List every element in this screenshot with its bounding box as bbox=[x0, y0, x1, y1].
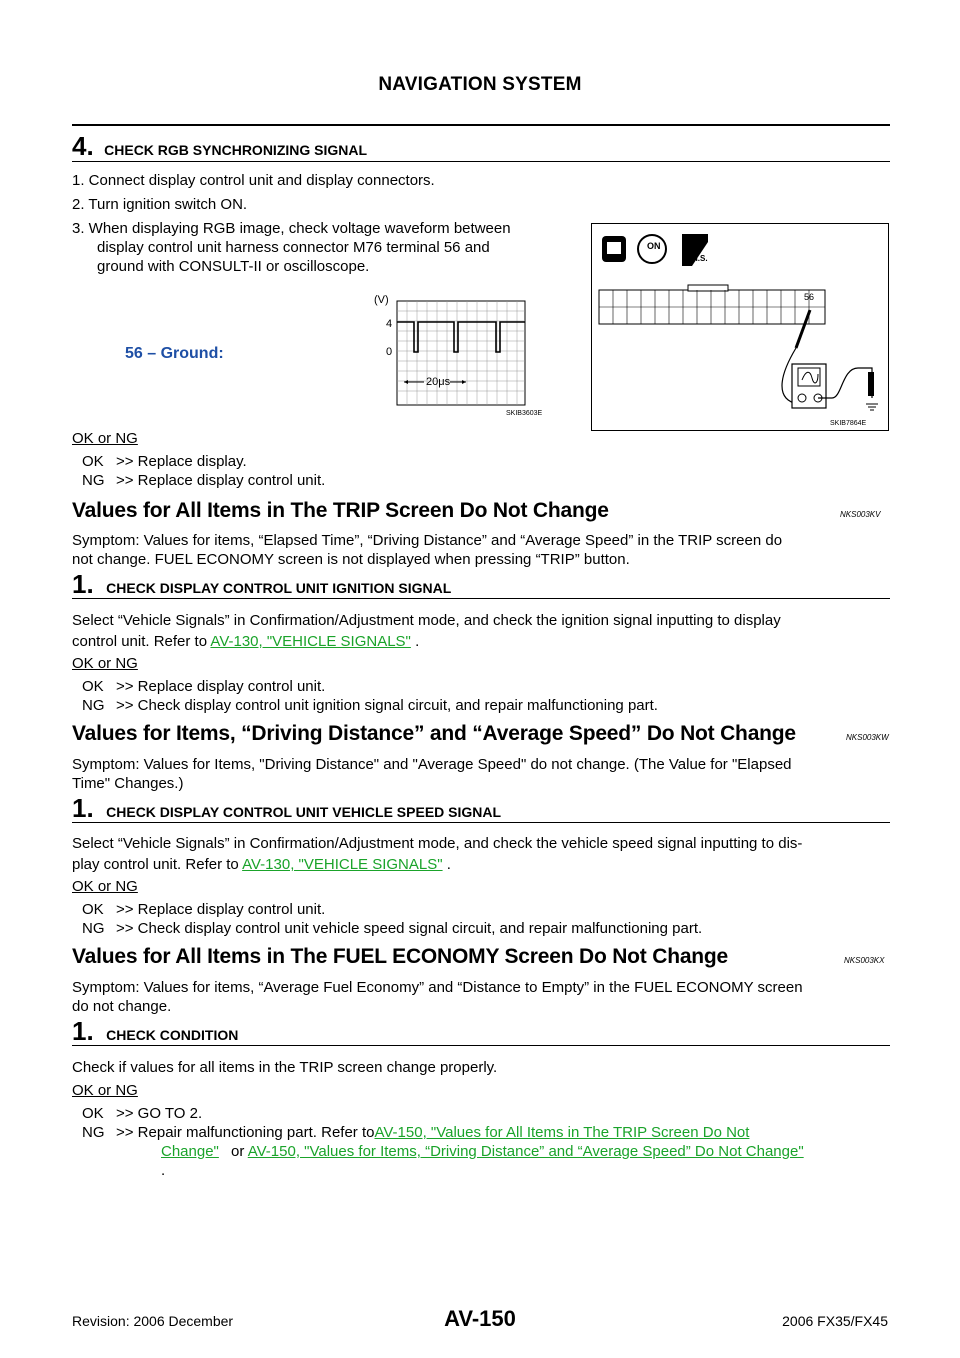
step-heading bbox=[72, 131, 367, 162]
reference-link[interactable]: AV-130, "VEHICLE SIGNALS" bbox=[210, 633, 411, 650]
step-number: 1. bbox=[72, 1016, 94, 1046]
result-text: >> Replace display control unit. bbox=[116, 472, 326, 489]
section-code: NKS003KV bbox=[840, 510, 881, 519]
measure-label: 56 – Ground: bbox=[125, 345, 224, 362]
ok-ng-label: OK or NG bbox=[72, 1082, 138, 1099]
result-key: NG bbox=[82, 697, 105, 714]
step-title: CHECK DISPLAY CONTROL UNIT IGNITION SIGNAL bbox=[106, 580, 452, 596]
result-ng-end: . bbox=[161, 1162, 166, 1179]
ignition-on-label: ON bbox=[647, 241, 661, 251]
result-ok bbox=[82, 900, 325, 920]
header-rule bbox=[72, 124, 890, 126]
result-text: >> Repair malfunctioning part. Refer to bbox=[116, 1124, 375, 1141]
result-ok bbox=[82, 677, 325, 697]
section-heading: Values for Items, “Driving Distance” and “Average Speed” Do Not Change bbox=[72, 722, 796, 745]
result-ng bbox=[82, 696, 658, 716]
instruction-line-2 bbox=[72, 632, 419, 652]
result-ng bbox=[82, 919, 702, 939]
step-number: 1. bbox=[72, 793, 94, 823]
instruction-line-1: Select “Vehicle Signals” in Confirmation/Adjustment mode, and check the vehicle speed signal inputting to dis- bbox=[72, 835, 803, 852]
hs-label: H.S. bbox=[692, 254, 708, 263]
result-text: >> Replace display control unit. bbox=[116, 678, 326, 695]
step-title: CHECK RGB SYNCHRONIZING SIGNAL bbox=[104, 142, 368, 158]
result-ok bbox=[82, 1104, 202, 1124]
step-rule bbox=[72, 161, 890, 162]
waveform-figure bbox=[372, 290, 562, 430]
step-rule bbox=[72, 598, 890, 599]
or-text: or bbox=[231, 1143, 245, 1160]
waveform-time: 20μs bbox=[426, 376, 451, 388]
instruction-line-1: Check if values for all items in the TRIP screen change properly. bbox=[72, 1059, 498, 1076]
step-heading bbox=[72, 1016, 238, 1047]
result-key: OK bbox=[82, 453, 104, 470]
symptom-line-2: Time" Changes.) bbox=[72, 775, 184, 792]
waveform-low: 0 bbox=[386, 346, 393, 358]
result-text: >> Check display control unit ignition signal circuit, and repair malfunctioning part. bbox=[116, 697, 658, 714]
ok-ng-label: OK or NG bbox=[72, 655, 138, 672]
instruction-text: control unit. Refer to bbox=[72, 633, 208, 650]
step-rule bbox=[72, 822, 890, 823]
instruction-line-2 bbox=[72, 855, 451, 875]
section-code: NKS003KX bbox=[844, 956, 885, 965]
step-rule bbox=[72, 1045, 890, 1046]
step-title: CHECK DISPLAY CONTROL UNIT VEHICLE SPEED SIGNAL bbox=[106, 804, 502, 820]
page-title: NAVIGATION SYSTEM bbox=[378, 74, 582, 95]
result-text: >> Check display control unit vehicle speed signal circuit, and repair malfunctioning part. bbox=[116, 920, 703, 937]
revision-label: Revision: 2006 December bbox=[72, 1313, 234, 1329]
result-key: OK bbox=[82, 1105, 104, 1122]
instruction-line-1: Select “Vehicle Signals” in Confirmation/Adjustment mode, and check the ignition signal inputting to display bbox=[72, 612, 781, 629]
ok-ng-label: OK or NG bbox=[72, 878, 138, 895]
symptom-line-1: Symptom: Values for items, “Elapsed Time”, “Driving Distance” and “Average Speed” in the TRIP screen do bbox=[72, 532, 783, 549]
result-text: >> Replace display. bbox=[116, 453, 247, 470]
result-key: NG bbox=[82, 920, 105, 937]
instruction-3c: ground with CONSULT-II or oscilloscope. bbox=[97, 258, 370, 275]
result-text: >> Replace display control unit. bbox=[116, 901, 326, 918]
instruction-3a: 3. When displaying RGB image, check voltage waveform between bbox=[72, 220, 511, 237]
waveform-unit: (V) bbox=[374, 294, 389, 306]
step-number: 4. bbox=[72, 131, 94, 161]
instruction-1: 1. Connect display control unit and display connectors. bbox=[72, 172, 435, 189]
terminal-56-label: 56 bbox=[804, 292, 815, 302]
section-code: NKS003KW bbox=[846, 733, 889, 742]
model-label: 2006 FX35/FX45 bbox=[782, 1313, 888, 1329]
result-ok bbox=[82, 452, 247, 472]
step-heading bbox=[72, 793, 501, 824]
result-key: NG bbox=[82, 1124, 105, 1141]
step-title: CHECK CONDITION bbox=[106, 1027, 239, 1043]
symptom-line-2: do not change. bbox=[72, 998, 172, 1015]
step-heading bbox=[72, 569, 451, 600]
reference-link[interactable]: AV-130, "VEHICLE SIGNALS" bbox=[242, 856, 443, 873]
waveform-grid bbox=[396, 300, 526, 406]
result-key: OK bbox=[82, 901, 104, 918]
oscilloscope-probe bbox=[762, 308, 882, 418]
instruction-end: . bbox=[446, 856, 451, 873]
result-key: NG bbox=[82, 472, 105, 489]
waveform-high: 4 bbox=[386, 318, 393, 330]
symptom-line-2: not change. FUEL ECONOMY screen is not displayed when pressing “TRIP” button. bbox=[72, 551, 630, 568]
step-number: 1. bbox=[72, 569, 94, 599]
connector-figure bbox=[591, 223, 889, 431]
waveform-code: SKIB3603E bbox=[506, 410, 543, 417]
symptom-line-1: Symptom: Values for Items, "Driving Distance" and "Average Speed" do not change. (The Value for "Elapsed bbox=[72, 756, 792, 773]
result-key: OK bbox=[82, 678, 104, 695]
section-heading: Values for All Items in The FUEL ECONOMY Screen Do Not Change bbox=[72, 945, 729, 968]
reference-link-2[interactable]: AV-150, "Values for Items, “Driving Distance” and “Average Speed” Do Not Change" bbox=[247, 1143, 804, 1160]
page-number: AV-150 bbox=[444, 1306, 516, 1331]
instruction-3b: display control unit harness connector M76 terminal 56 and bbox=[97, 239, 490, 256]
instruction-text: play control unit. Refer to bbox=[72, 856, 239, 873]
symptom-line-1: Symptom: Values for items, “Average Fuel Economy” and “Distance to Empty” in the FUEL ECONOMY screen bbox=[72, 979, 803, 996]
instruction-2: 2. Turn ignition switch ON. bbox=[72, 196, 248, 213]
result-ng-continued bbox=[161, 1142, 891, 1162]
result-ng bbox=[82, 1123, 890, 1143]
result-text: >> GO TO 2. bbox=[116, 1105, 203, 1122]
section-heading: Values for All Items in The TRIP Screen Do Not Change bbox=[72, 499, 609, 522]
ok-ng-label: OK or NG bbox=[72, 430, 138, 447]
reference-link-1b[interactable]: Change" bbox=[161, 1143, 219, 1160]
result-ng bbox=[82, 471, 325, 491]
instruction-end: . bbox=[415, 633, 420, 650]
reference-link-1a[interactable]: AV-150, "Values for All Items in The TRIP Screen Do Not bbox=[374, 1124, 750, 1141]
connector-code: SKIB7864E bbox=[830, 420, 867, 427]
